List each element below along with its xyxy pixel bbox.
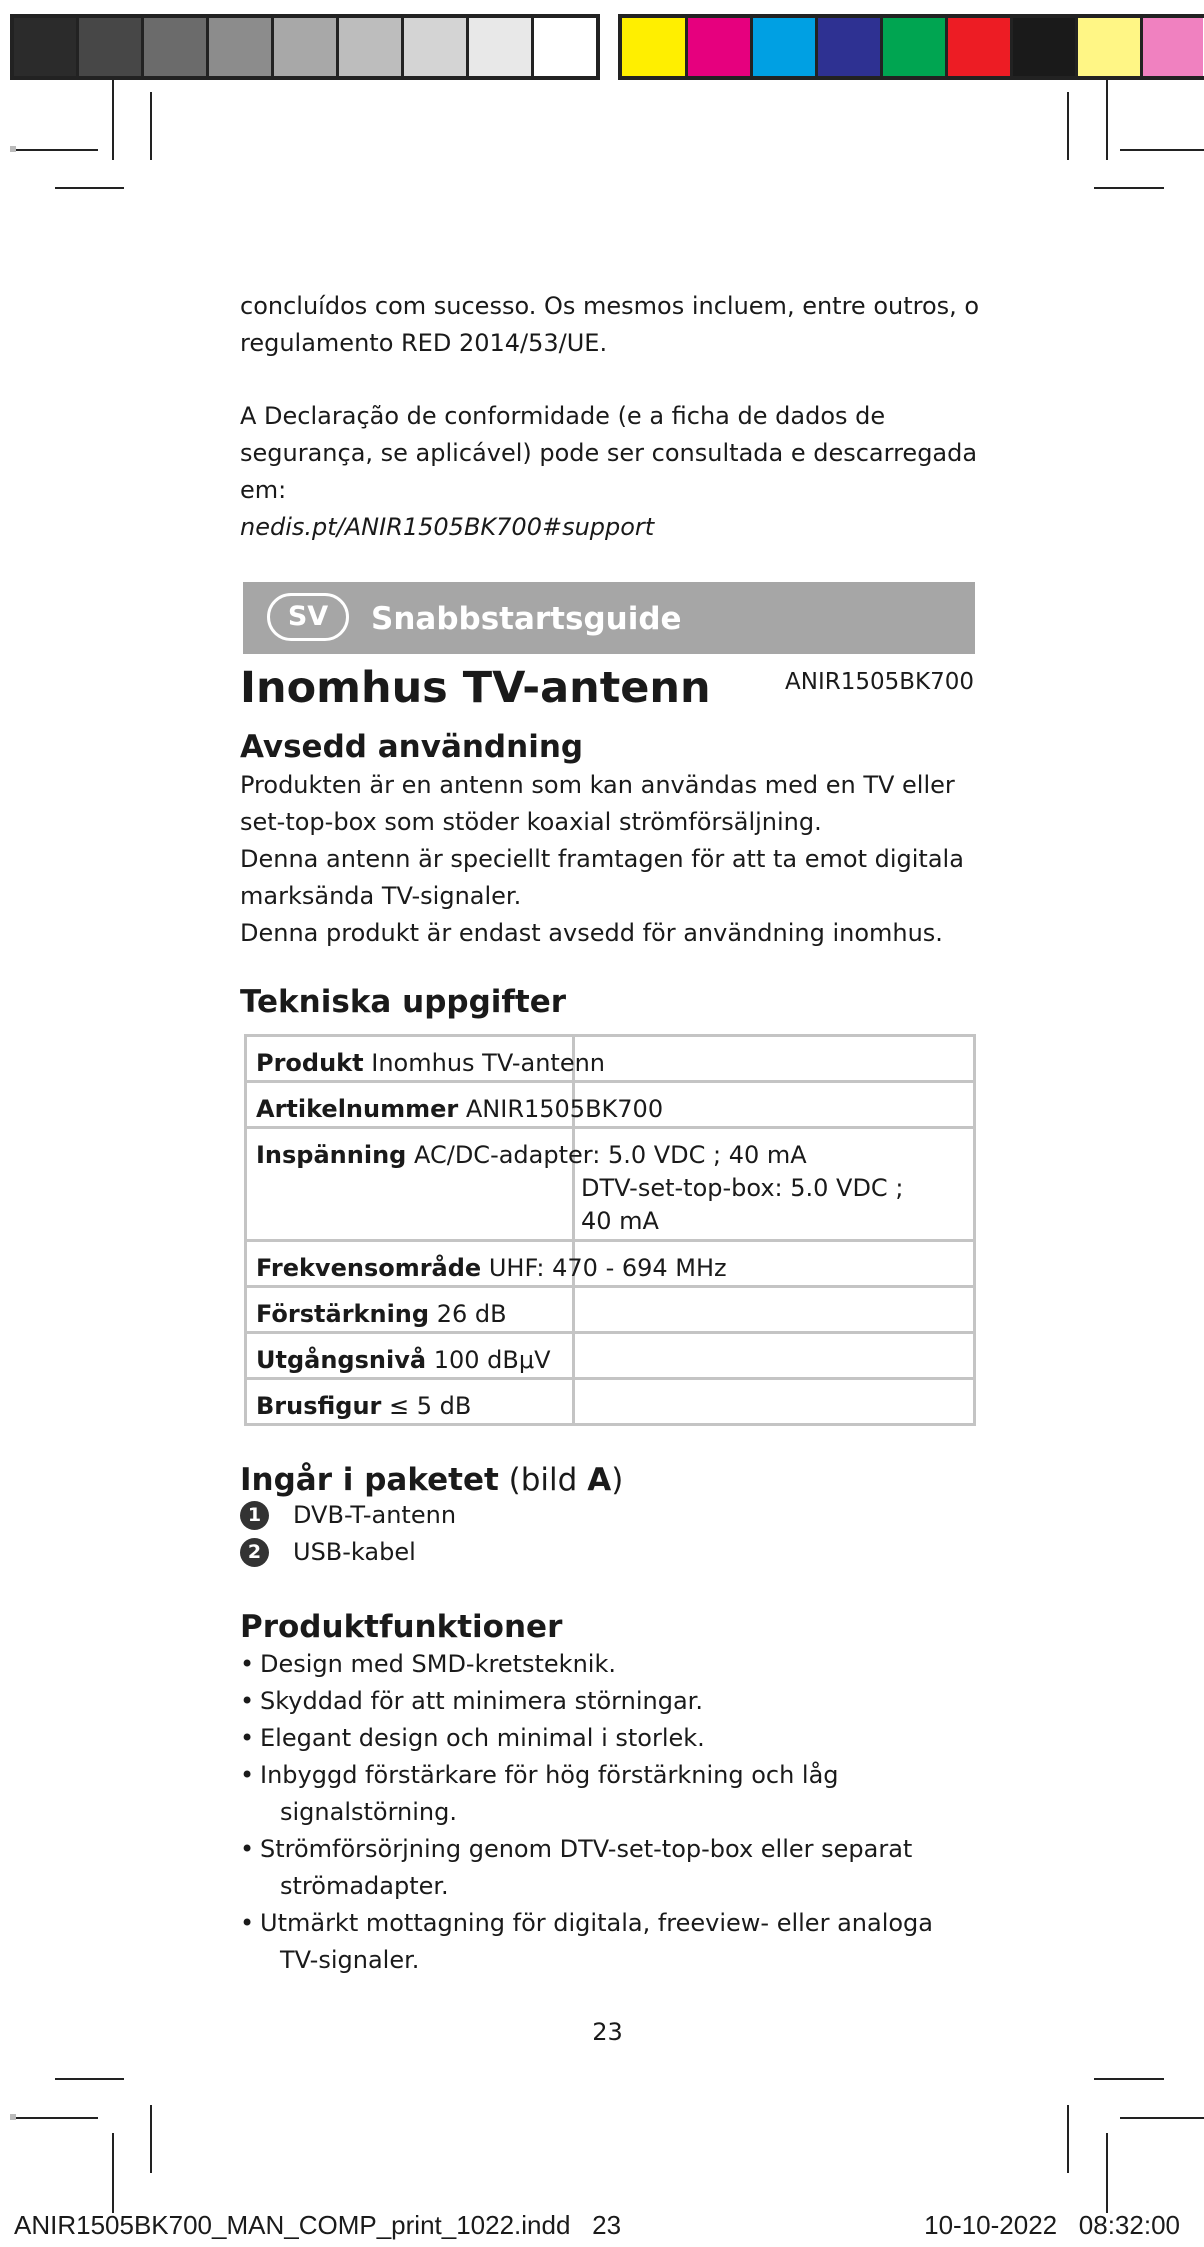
intended-use-line: marksända TV-signaler. — [240, 882, 522, 910]
black-swatch — [1013, 18, 1078, 76]
section-heading-package — [240, 1461, 623, 1499]
registration-dot — [10, 146, 16, 152]
crop-mark — [112, 80, 114, 160]
spec-value: ANIR1505BK700 — [465, 1095, 664, 1123]
gray-swatch — [404, 18, 469, 76]
crop-mark — [1094, 2078, 1164, 2080]
registration-dot — [10, 2114, 16, 2120]
package-heading-close: ) — [611, 1462, 624, 1498]
list-item: • Design med SMD-kretsteknik. — [240, 1646, 980, 1683]
gray-swatch — [339, 18, 404, 76]
crop-mark — [1067, 92, 1069, 160]
declaration-line: segurança, se aplicável) pode ser consultada e descarregada — [240, 439, 978, 467]
spec-value: UHF: 470 - 694 MHz — [488, 1254, 727, 1282]
crop-mark — [55, 187, 124, 189]
spec-value-continued: DTV-set-top-box: 5.0 VDC ; — [581, 1174, 904, 1202]
bullet: • — [240, 1761, 255, 1789]
gray-swatch — [14, 18, 79, 76]
crop-mark — [1094, 187, 1164, 189]
slug-filename: ANIR1505BK700_MAN_COMP_print_1022.indd 23 — [14, 2210, 622, 2240]
green-swatch — [883, 18, 948, 76]
gray-scale-bar — [10, 14, 600, 80]
section-heading-intended-use: Avsedd användning — [240, 729, 584, 765]
spec-label: Frekvensområde — [256, 1254, 482, 1282]
banner-title: Snabbstartsguide — [371, 601, 682, 637]
gray-swatch — [274, 18, 339, 76]
yellow-swatch — [622, 18, 688, 76]
intended-use-line: Produkten är en antenn som kan användas med en TV eller — [240, 771, 955, 799]
gray-swatch — [79, 18, 144, 76]
declaration-line: em: — [240, 476, 287, 504]
crop-mark — [1120, 2117, 1204, 2119]
section-heading-specs: Tekniska uppgifter — [240, 984, 567, 1020]
package-item-label: DVB-T-antenn — [293, 1501, 457, 1529]
list-item: • Inbyggd förstärkare för hög förstärkning och låg signalstörning. — [240, 1757, 980, 1831]
list-item: • Utmärkt mottagning för digitala, freeview- eller analoga TV-signaler. — [240, 1905, 980, 1979]
spec-value: 26 dB — [436, 1300, 507, 1328]
table-row — [246, 1287, 975, 1333]
spec-value: Inomhus TV-antenn — [371, 1049, 606, 1077]
bullet: • — [240, 1724, 255, 1752]
item-number-badge: 1 — [240, 1501, 269, 1530]
intended-use-text — [240, 767, 980, 952]
spec-label: Utgångsnivå — [256, 1346, 427, 1374]
bullet: • — [240, 1909, 255, 1937]
item-number-badge: 2 — [240, 1538, 269, 1567]
blue-swatch — [818, 18, 883, 76]
crop-mark — [150, 92, 152, 160]
bullet: • — [240, 1650, 255, 1678]
support-link[interactable]: nedis.pt/ANIR1505BK700#support — [240, 513, 655, 541]
gray-swatch — [469, 18, 534, 76]
gray-swatch — [534, 18, 596, 76]
language-code-badge: SV — [267, 593, 349, 641]
table-row — [246, 1128, 975, 1241]
gray-swatch — [144, 18, 209, 76]
language-banner — [243, 582, 975, 654]
package-item — [240, 1535, 416, 1569]
table-row — [246, 1333, 975, 1379]
crop-mark — [112, 2133, 114, 2213]
slug-datetime: 10-10-2022 08:32:00 — [924, 2210, 1180, 2240]
table-row — [246, 1241, 975, 1287]
crop-mark — [1106, 2133, 1108, 2213]
intended-use-line: Denna produkt är endast avsedd för användning inomhus. — [240, 919, 943, 947]
color-bar — [618, 14, 1204, 80]
model-number: ANIR1505BK700 — [785, 669, 974, 695]
crop-mark — [10, 149, 98, 151]
section-heading-features: Produktfunktioner — [240, 1609, 563, 1645]
package-item — [240, 1498, 456, 1532]
crop-mark — [1120, 149, 1204, 151]
red-swatch — [948, 18, 1013, 76]
package-heading-bold: Ingår i paketet — [240, 1462, 499, 1498]
declaration-paragraph — [240, 398, 980, 546]
cyan-swatch — [753, 18, 818, 76]
bullet: • — [240, 1835, 255, 1863]
page-number: 23 — [592, 2018, 623, 2046]
bullet: • — [240, 1687, 255, 1715]
table-row — [246, 1379, 975, 1425]
list-item: • Skyddad för att minimera störningar. — [240, 1683, 980, 1720]
spec-label: Produkt — [256, 1049, 364, 1077]
pink-swatch — [1143, 18, 1203, 76]
intended-use-line: Denna antenn är speciellt framtagen för att ta emot digitala — [240, 845, 964, 873]
spec-value: ≤ 5 dB — [389, 1392, 472, 1420]
declaration-line: A Declaração de conformidade (e a ficha de dados de — [240, 402, 886, 430]
list-item: • Elegant design och minimal i storlek. — [240, 1720, 980, 1757]
spec-value-continued: 40 mA — [581, 1207, 659, 1235]
intro-paragraph — [240, 288, 980, 362]
crop-mark — [150, 2105, 152, 2173]
spec-value: 100 dBμV — [433, 1346, 551, 1374]
magenta-swatch — [688, 18, 753, 76]
intended-use-line: set-top-box som stöder koaxial strömförsäljning. — [240, 808, 822, 836]
table-row — [246, 1082, 975, 1128]
gray-swatch — [209, 18, 274, 76]
crop-mark — [1067, 2105, 1069, 2173]
spec-table — [244, 1034, 976, 1426]
intro-line: regulamento RED 2014/53/UE. — [240, 329, 608, 357]
light-yellow-swatch — [1078, 18, 1143, 76]
package-item-label: USB-kabel — [293, 1538, 416, 1566]
crop-mark — [10, 2117, 98, 2119]
product-title: Inomhus TV-antenn — [240, 663, 711, 713]
figure-ref: A — [587, 1462, 612, 1498]
package-heading-ref: (bild — [508, 1462, 588, 1498]
features-list — [240, 1646, 980, 1979]
crop-mark — [1106, 80, 1108, 160]
spec-label: Förstärkning — [256, 1300, 430, 1328]
list-item: • Strömförsörjning genom DTV-set-top-box eller separat strömadapter. — [240, 1831, 980, 1905]
spec-value: AC/DC-adapter: 5.0 VDC ; 40 mA — [413, 1141, 807, 1169]
spec-label: Artikelnummer — [256, 1095, 459, 1123]
intro-line: concluídos com sucesso. Os mesmos incluem, entre outros, o — [240, 292, 980, 320]
crop-mark — [55, 2078, 124, 2080]
spec-label: Inspänning — [256, 1141, 407, 1169]
table-row — [246, 1036, 975, 1082]
spec-label: Brusfigur — [256, 1392, 382, 1420]
